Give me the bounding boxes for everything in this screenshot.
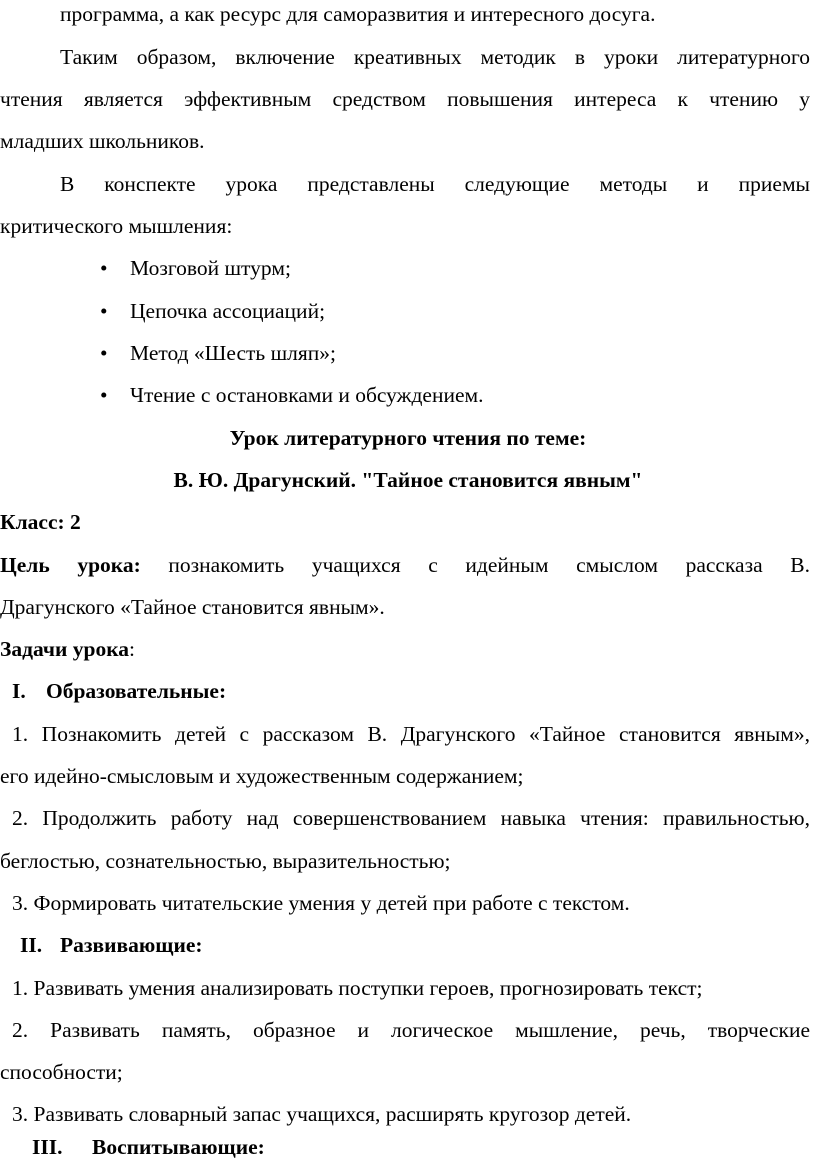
section-2-title: Развивающие: — [60, 933, 203, 957]
section-1-title: Образовательные: — [46, 679, 227, 703]
bullet-icon: • — [100, 256, 108, 280]
section-1-number: I. — [12, 679, 26, 703]
section-2-number: II. — [20, 933, 43, 957]
method-list-item — [100, 340, 800, 366]
section-1-item-1-line-2: его идейно-смысловым и художественным содержанием; — [0, 764, 524, 788]
section-2-item-2-line-1: 2. Развивать память, образное и логическое мышление, речь, творческие — [12, 1018, 810, 1042]
lesson-title: Урок литературного чтения по теме: — [229, 426, 587, 450]
section-1-heading — [12, 678, 802, 704]
tasks-label: Задачи урока — [0, 637, 130, 661]
goal-label: Цель урока: — [0, 553, 141, 577]
method-list-item — [100, 298, 800, 324]
method-list-item — [100, 382, 800, 408]
bullet-icon: • — [100, 299, 108, 323]
method-text: Чтение с остановками и обсуждением. — [130, 383, 484, 407]
lesson-subtitle: В. Ю. Драгунский. "Тайное становится явным" — [173, 468, 643, 492]
section-2-heading — [20, 932, 800, 958]
section-2-item-3: 3. Развивать словарный запас учащихся, расширять кругозор детей. — [12, 1102, 632, 1126]
section-1-item-2-line-1: 2. Продолжить работу над совершенствованием навыка чтения: правильностью, — [12, 806, 810, 830]
section-1-item-2-line-2: беглостью, сознательностью, выразительностью; — [0, 849, 451, 873]
method-text: Мозговой штурм; — [130, 256, 291, 280]
bullet-icon: • — [100, 341, 108, 365]
section-1-item-3: 3. Формировать читательские умения у детей при работе с текстом. — [12, 891, 630, 915]
bullet-icon: • — [100, 383, 108, 407]
section-3-heading — [32, 1134, 802, 1160]
method-text: Цепочка ассоциаций; — [130, 299, 326, 323]
intro-paragraph-3-line-2: критического мышления: — [0, 214, 233, 238]
section-2-item-1: 1. Развивать умения анализировать поступки героев, прогнозировать текст; — [12, 976, 703, 1000]
section-3-number: III. — [32, 1135, 63, 1159]
section-3-title: Воспитывающие: — [92, 1135, 265, 1159]
class-label: Класс: 2 — [0, 510, 81, 534]
method-list-item — [100, 255, 800, 281]
intro-line-1: программа, а как ресурс для саморазвития и интересного досуга. — [60, 2, 656, 26]
intro-paragraph-2-line-3: младших школьников. — [0, 129, 205, 153]
intro-paragraph-3-line-1: В конспекте урока представлены следующие методы и приемы — [60, 172, 810, 196]
intro-paragraph-2-line-1: Таким образом, включение креативных методик в уроки литературного — [60, 45, 810, 69]
tasks-heading — [0, 636, 816, 662]
tasks-colon: : — [129, 637, 136, 661]
method-text: Метод «Шесть шляп»; — [130, 341, 336, 365]
section-1-item-1-line-1: 1. Познакомить детей с рассказом В. Драгунского «Тайное становится явным», — [12, 722, 810, 746]
section-2-item-2-line-2: способности; — [0, 1060, 123, 1084]
intro-paragraph-2-line-2: чтения является эффективным средством повышения интереса к чтению у — [0, 87, 810, 111]
goal-text: познакомить учащихся с идейным смыслом рассказа В. — [168, 553, 810, 577]
goal-line-2: Драгунского «Тайное становится явным». — [0, 595, 385, 619]
goal-line-1 — [0, 552, 810, 578]
